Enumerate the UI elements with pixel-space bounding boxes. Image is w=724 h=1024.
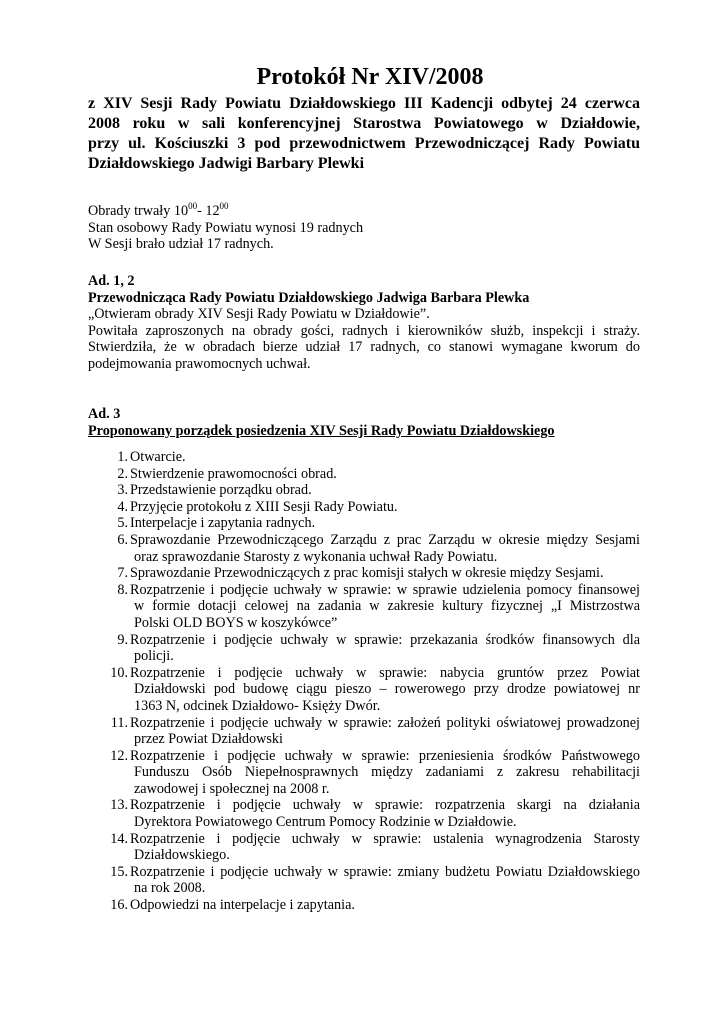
- agenda-item-text: [130, 665, 640, 715]
- section-ad-3: [88, 406, 640, 439]
- subtitle-line: 2008 roku w sali konferencyjnej Starostwa Powiatowego w Działdowie,: [88, 115, 640, 132]
- agenda-item: [104, 665, 640, 715]
- paragraph-line: Stwierdziła, że w obradach bierze udział 17 radnych, co stanowi wymagane kworum do: [88, 339, 640, 355]
- subtitle-line: z XIV Sesji Rady Powiatu Działdowskiego III Kadencji odbytej 24 czerwca: [88, 95, 640, 112]
- agenda-item: [104, 831, 640, 864]
- agenda-item-line: Działdowskiego.: [134, 847, 230, 864]
- agenda-item-line: Rozpatrzenie i podjęcie uchwały w sprawie: przeniesienia środków Państwowego: [130, 747, 640, 764]
- agenda-item-number: 1.: [117, 449, 128, 465]
- section-heading: Ad. 1, 2: [88, 273, 135, 289]
- agenda-item-text: [130, 864, 640, 897]
- agenda-item: [104, 482, 640, 499]
- agenda-item: [104, 632, 640, 665]
- agenda-item-line: przez Powiat Działdowski: [134, 731, 283, 748]
- agenda-item-number: 9.: [117, 631, 128, 648]
- agenda-item-line: Rozpatrzenie i podjęcie uchwały w sprawie: ustalenia wynagrodzenia Starosty: [130, 830, 640, 847]
- agenda-item-number: 6.: [117, 531, 128, 548]
- agenda-item: [104, 449, 640, 466]
- agenda-item-line: Stwierdzenie prawomocności obrad.: [130, 465, 337, 482]
- session-attendance: W Sesji brało udział 17 radnych.: [88, 236, 274, 252]
- section-heading: Ad. 3: [88, 406, 121, 422]
- opening-paragraph: [88, 323, 640, 373]
- agenda-item-line: Otwarcie.: [130, 449, 186, 465]
- agenda-item-line: Sprawozdanie Przewodniczących z prac komisji stałych w okresie między Sesjami.: [130, 565, 604, 582]
- agenda-item-line: Rozpatrzenie i podjęcie uchwały w sprawie: nabycia gruntów przez Powiat: [130, 664, 640, 681]
- agenda-item-text: [130, 797, 640, 830]
- agenda-item: [104, 897, 640, 914]
- agenda-list: [104, 449, 640, 914]
- agenda-item: [104, 748, 640, 798]
- agenda-item-line: Funduszu Osób Niepełnosprawnych między zadaniami z zakresu rehabilitacji: [134, 764, 640, 781]
- agenda-item-number: 14.: [110, 830, 128, 847]
- agenda-item-number: 5.: [117, 515, 128, 532]
- agenda-item-line: Dyrektora Powiatowego Centrum Pomocy Rodzinie w Działdowie.: [134, 814, 517, 831]
- agenda-item-line: Interpelacje i zapytania radnych.: [130, 515, 316, 532]
- agenda-item-number: 16.: [110, 897, 128, 914]
- session-info: [88, 203, 640, 253]
- agenda-item: [104, 864, 640, 897]
- agenda-item-text: [130, 897, 640, 914]
- agenda-item-line: Odpowiedzi na interpelacje i zapytania.: [130, 897, 355, 914]
- agenda-item-line: Sprawozdanie Przewodniczącego Zarządu z prac Zarządu w okresie między Sesjami: [130, 531, 640, 548]
- agenda-item-text: [130, 831, 640, 864]
- paragraph-line: podejmowania prawomocnych uchwał.: [88, 355, 311, 372]
- agenda-item-line: 1363 N, odcinek Działdowo- Księży Dwór.: [134, 697, 381, 714]
- agenda-item-number: 12.: [110, 747, 128, 764]
- agenda-item-number: 4.: [117, 498, 128, 515]
- agenda-item-number: 2.: [117, 465, 128, 482]
- agenda-item: [104, 565, 640, 582]
- agenda-item-line: na rok 2008.: [134, 880, 206, 897]
- agenda-item-line: zawodowej i społecznej na 2008 r.: [134, 780, 330, 797]
- agenda-item: [104, 797, 640, 830]
- agenda-item: [104, 532, 640, 565]
- agenda-item-text: [130, 515, 640, 532]
- agenda-item-text: [130, 449, 640, 466]
- subtitle-line: Działdowskiego Jadwigi Barbary Plewki: [88, 155, 365, 172]
- document-subtitle: [88, 94, 640, 174]
- agenda-item-line: Przedstawienie porządku obrad.: [130, 482, 312, 499]
- agenda-item-line: Rozpatrzenie i podjęcie uchwały w sprawie: zmiany budżetu Powiatu Działdowskiego: [130, 863, 640, 880]
- agenda-item-text: [130, 582, 640, 632]
- section-ad-1-2: [88, 273, 640, 372]
- agenda-item: [104, 715, 640, 748]
- agenda-item-number: 8.: [117, 581, 128, 598]
- subtitle-line: przy ul. Kościuszki 3 pod przewodnictwem Przewodniczącej Rady Powiatu: [88, 135, 640, 152]
- session-members: Stan osobowy Rady Powiatu wynosi 19 radnych: [88, 219, 364, 236]
- page-title: Protokół Nr XIV/2008: [256, 64, 484, 90]
- agenda-item-line: Rozpatrzenie i podjęcie uchwały w sprawie: założeń polityki oświatowej prowadzonej: [130, 714, 640, 731]
- agenda-item-text: [130, 466, 640, 483]
- agenda-item-line: Polski OLD BOYS w koszykówce”: [134, 614, 338, 631]
- agenda-item-text: [130, 499, 640, 516]
- session-time: Obrady trwały $10^{00}-$ $12^{00}$: [88, 201, 229, 219]
- agenda-item-number: 15.: [110, 863, 128, 880]
- agenda-item: [104, 582, 640, 632]
- agenda-title: Proponowany porządek posiedzenia XIV Sesji Rady Powiatu Działdowskiego: [88, 422, 555, 439]
- speaker-name: Przewodnicząca Rady Powiatu Działdowskiego Jadwiga Barbara Plewka: [88, 289, 530, 306]
- agenda-item-line: Rozpatrzenie i podjęcie uchwały w sprawie: rozpatrzenia skargi na działania: [130, 797, 640, 814]
- agenda-item-text: [130, 565, 640, 582]
- agenda-item-text: [130, 482, 640, 499]
- agenda-item-line: Rozpatrzenie i podjęcie uchwały w sprawie: przekazania środków finansowych dla: [130, 631, 640, 648]
- agenda-item: [104, 499, 640, 516]
- paragraph-line: Powitała zaproszonych na obrady gości, radnych i kierowników służb, inspekcji i straży.: [88, 322, 640, 339]
- agenda-item: [104, 515, 640, 532]
- agenda-item-line: oraz sprawozdanie Starosty z wykonania uchwał Rady Powiatu.: [134, 548, 498, 565]
- agenda-item-text: [130, 748, 640, 798]
- agenda-item-text: [130, 715, 640, 748]
- agenda-item: [104, 466, 640, 483]
- agenda-item-line: w formie dotacji celowej na zadania w zakresie kultury fizycznej „I Mistrzostwa: [134, 598, 640, 615]
- agenda-item-line: policji.: [134, 648, 174, 665]
- agenda-item-number: 10.: [110, 664, 128, 681]
- agenda-item-number: 13.: [110, 797, 128, 814]
- agenda-item-text: [130, 532, 640, 565]
- agenda-item-text: [130, 632, 640, 665]
- opening-quote: „Otwieram obrady XIV Sesji Rady Powiatu w Działdowie”.: [88, 306, 430, 322]
- agenda-item-number: 7.: [117, 565, 128, 582]
- agenda-item-line: Rozpatrzenie i podjęcie uchwały w sprawie: w sprawie udzielenia pomocy finansowej: [130, 581, 640, 598]
- agenda-item-number: 11.: [110, 714, 128, 731]
- agenda-item-line: Działdowski pod budowę ciągu pieszo – rowerowego przy drodze powiatowej nr: [134, 681, 640, 698]
- agenda-item-line: Przyjęcie protokołu z XIII Sesji Rady Powiatu.: [130, 498, 398, 515]
- agenda-item-number: 3.: [117, 482, 128, 499]
